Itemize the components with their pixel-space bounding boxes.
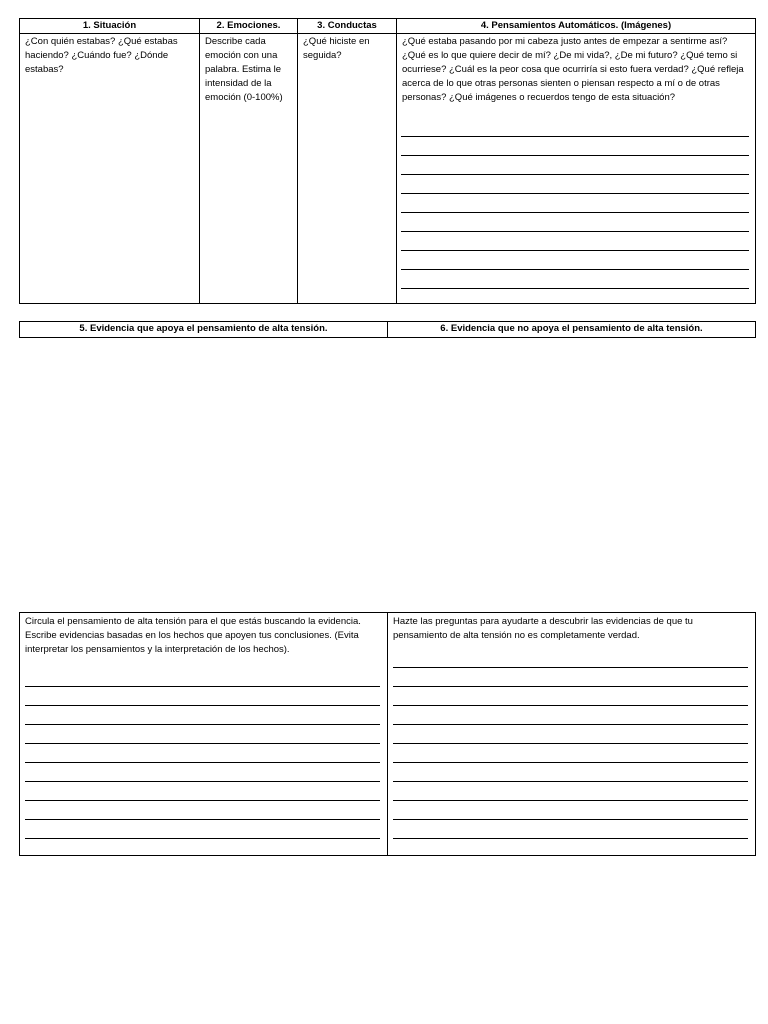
writing-line[interactable] [393,724,748,725]
writing-line[interactable] [25,781,380,782]
writing-line[interactable] [25,705,380,706]
evidence-table [19,612,756,856]
writing-line[interactable] [393,781,748,782]
evidence-for-instructions: Circula el pensamiento de alta tensión para el que estás buscando la evidencia. Escribe evidencias basadas en los hechos que apoyen tus conclusiones. (Evita interpretar los pensamientos y la interpretación de los hechos). [25,616,361,655]
writing-line[interactable] [25,819,380,820]
writing-line[interactable] [393,819,748,820]
writing-line[interactable] [393,743,748,744]
writing-line[interactable] [393,838,748,839]
writing-line[interactable] [401,136,749,137]
writing-line[interactable] [401,250,749,251]
writing-line[interactable] [25,800,380,801]
behaviors-prompt: ¿Qué hiciste en seguida? [303,36,370,61]
writing-line[interactable] [401,269,749,270]
writing-line[interactable] [401,212,749,213]
emotions-column [200,19,298,303]
writing-line[interactable] [393,667,748,668]
writing-line[interactable] [401,174,749,175]
automatic-thoughts-header: 4. Pensamientos Automáticos. (Imágenes) [397,19,755,34]
evidence-for-cell [20,613,388,855]
writing-line[interactable] [25,743,380,744]
situation-prompt: ¿Con quién estabas? ¿Qué estabas haciendo? ¿Cuándo fue? ¿Dónde estabas? [25,36,178,75]
evidence-against-cell [388,613,755,855]
evidence-for-header: 5. Evidencia que apoya el pensamiento de alta tensión. [79,323,328,334]
emotions-prompt: Describe cada emoción con una palabra. Estima le intensidad de la emoción (0-100%) [205,36,283,103]
writing-line[interactable] [25,762,380,763]
situation-header: 1. Situación [20,19,199,34]
evidence-header-table [19,321,756,338]
writing-line[interactable] [25,838,380,839]
writing-line[interactable] [401,155,749,156]
emotions-header: 2. Emociones. [200,19,297,34]
evidence-against-header: 6. Evidencia que no apoya el pensamiento de alta tensión. [440,323,703,334]
writing-line[interactable] [393,705,748,706]
situation-column [20,19,200,303]
writing-line[interactable] [401,288,749,289]
automatic-thoughts-column [397,19,755,303]
writing-line[interactable] [25,724,380,725]
evidence-for-column [20,322,388,337]
writing-line[interactable] [393,686,748,687]
behaviors-header: 3. Conductas [298,19,396,34]
writing-line[interactable] [401,231,749,232]
thought-record-table [19,18,756,304]
writing-line[interactable] [393,762,748,763]
behaviors-column [298,19,397,303]
writing-line[interactable] [393,800,748,801]
writing-line[interactable] [25,686,380,687]
writing-line[interactable] [401,193,749,194]
evidence-against-instructions: Hazte las preguntas para ayudarte a descubrir las evidencias de que tu pensamiento de alta tensión no es completamente verdad. [393,616,693,641]
automatic-thoughts-prompt: ¿Qué estaba pasando por mi cabeza justo antes de empezar a sentirme así? ¿Qué es lo que quiere decir de mí? ¿De mi vida?, ¿De mi futuro? ¿Qué temo si ocurriese? ¿Cuál es la peor cosa que ocurriría si esto fuera verdad? ¿Qué refleja acerca de lo que otras personas sienten o piensan respecto a mí o de otras personas? ¿Qué imágenes o recuerdos tengo de esta situación? [402,36,744,103]
evidence-against-column [388,322,755,337]
